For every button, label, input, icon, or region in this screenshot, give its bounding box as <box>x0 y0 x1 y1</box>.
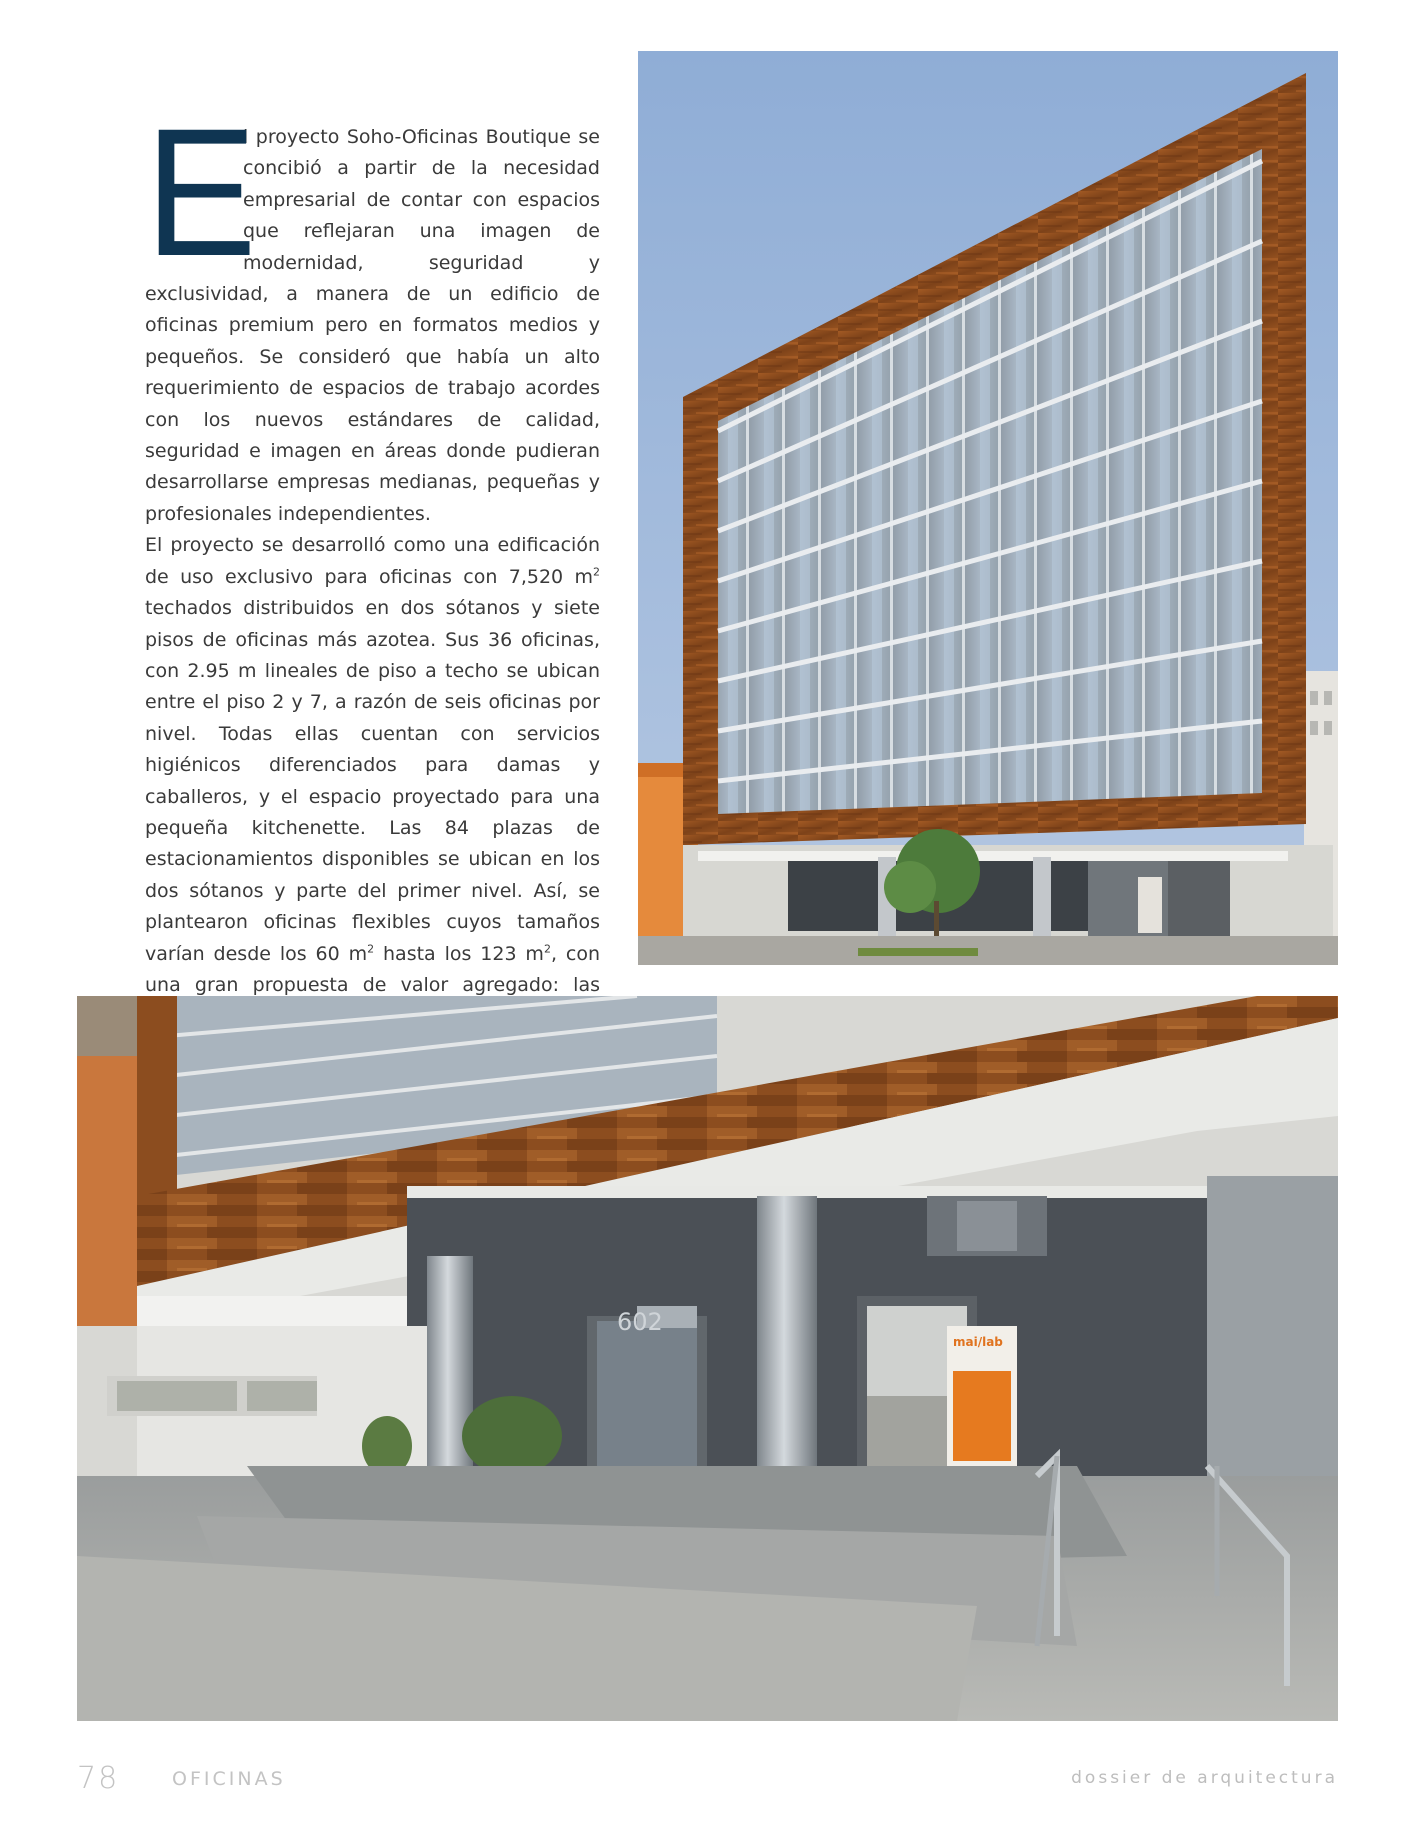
entrance-photo <box>77 996 1338 1721</box>
paragraph-2: El proyecto se desarrolló como una edificación de uso exclusivo para oficinas con 7,520 $m^2$ techados distribuidos en dos sótanos y siete pisos de oficinas más azotea. Sus 36 oficinas, con 2.95 m lineales de piso a techo se ubican entre el piso 2 y 7, a razón de seis oficinas por nivel. Todas ellas cuentan con servicios higiénicos diferenciados para damas y caballeros, y el espacio proyectado para una pequeña kitchenette. Las 84 plazas de estacionamientos disponibles se ubican en los dos sótanos y parte del primer nivel. Así, se plantearon oficinas flexibles cuyos tamaños varían desde los 60 $m^2$ hasta los 123 $m^2$, con una gran propuesta de valor agregado: las <box>145 534 600 996</box>
dropcap: E <box>145 90 257 294</box>
publication-name: dossier de arquitectura <box>1071 1768 1338 1788</box>
section-title: OFICINAS <box>172 1768 286 1790</box>
paragraph-1: l proyecto Soho-Oficinas Boutique se concibió a partir de la necesidad empresarial de contar con espacios que reflejaran una imagen de modernidad, seguridad y exclusividad, a manera de un edificio de oficinas premium pero en formatos medios y pequeños. Se consideró que había un alto requerimiento de espacios de trabajo acordes con los nuevos estándares de calidad, seguridad e imagen en áreas donde pudieran desarrollarse empresas medianas, pequeñas y profesionales independientes. <box>145 126 600 525</box>
entrance-number: 602 <box>617 1308 663 1336</box>
article-text <box>145 90 600 1064</box>
poster-brand: mai/lab <box>953 1335 1003 1349</box>
building-facade-photo <box>638 51 1338 965</box>
page-number: 78 <box>77 1761 120 1796</box>
